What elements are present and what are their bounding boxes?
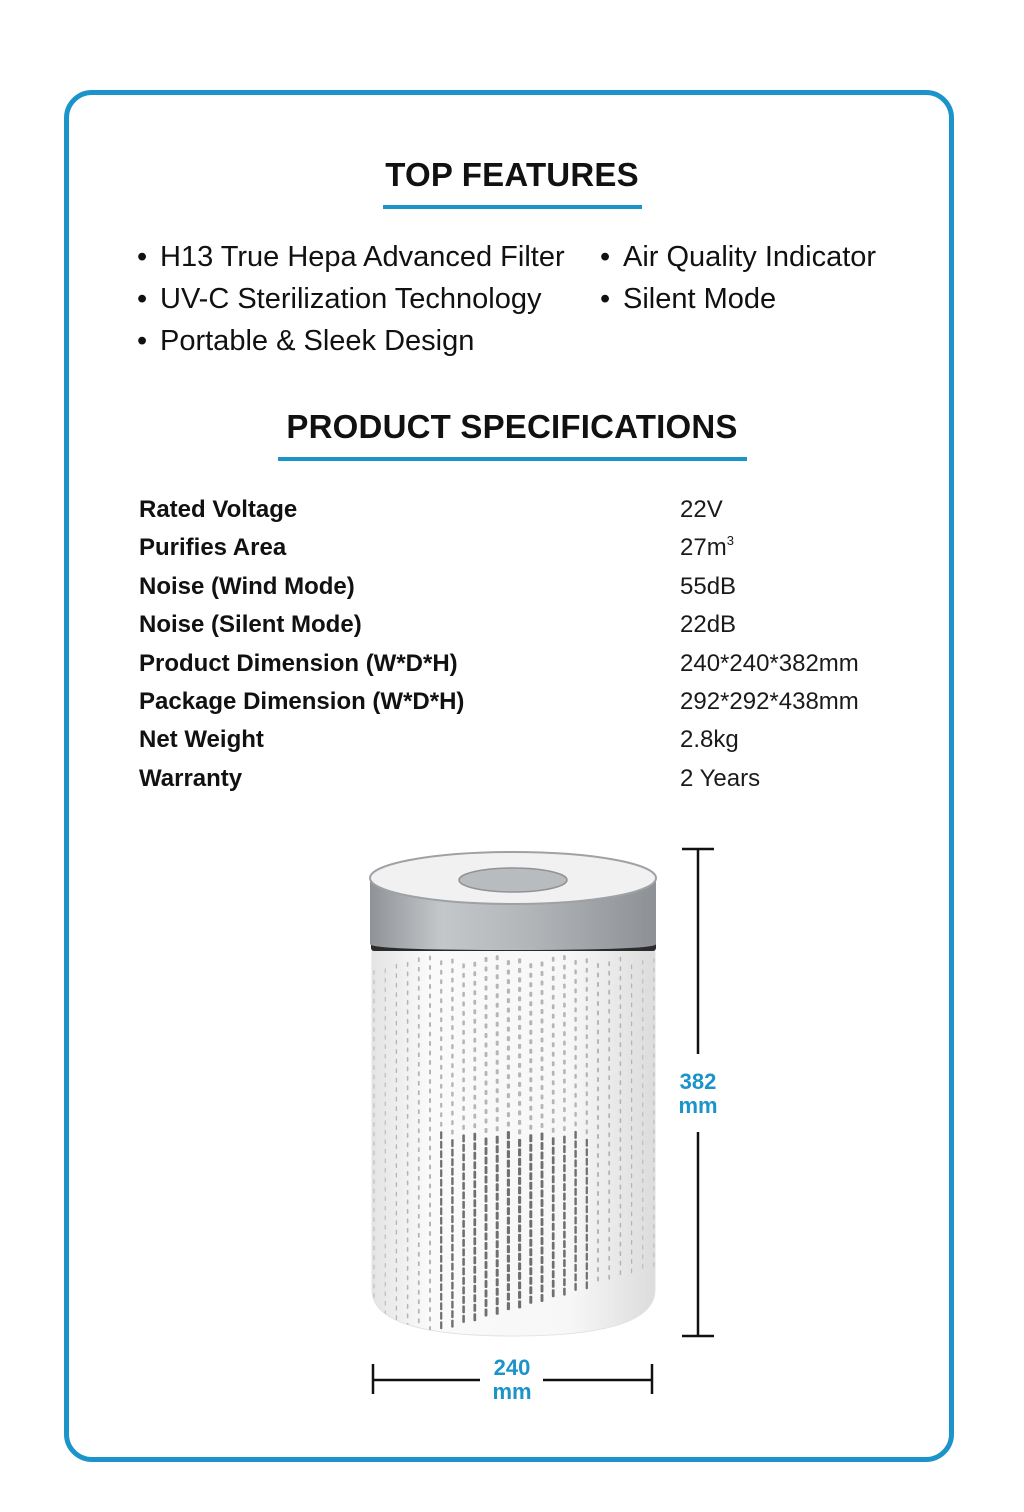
feature-item: • Air Quality Indicator [600, 236, 876, 278]
height-value: 382 [679, 1069, 717, 1094]
spec-value: 292*292*438mm [680, 687, 859, 715]
bullet-icon: • [600, 241, 611, 273]
spec-value: 22V [680, 496, 723, 523]
bullet-icon: • [137, 283, 148, 315]
feature-item: • Silent Mode [600, 278, 876, 320]
superscript: 3 [726, 533, 734, 549]
spec-value: 55dB [680, 572, 737, 600]
spec-label: Noise (Silent Mode) [139, 611, 362, 639]
spec-value: 22dB [680, 611, 737, 639]
width-value: 240 [493, 1355, 531, 1380]
spec-value: $27m^3$ [680, 533, 734, 562]
spec-label: Purifies Area [139, 534, 287, 562]
feature-item: • Portable & Sleek Design [137, 320, 565, 362]
bullet-icon: • [600, 283, 611, 315]
width-unit: mm [492, 1379, 532, 1404]
specifications-title: PRODUCT SPECIFICATIONS [286, 408, 738, 445]
feature-item: • UV-C Sterilization Technology [137, 278, 565, 320]
spec-label: Net Weight [139, 726, 264, 754]
spec-label: Package Dimension (W*D*H) [139, 687, 465, 715]
spec-label: Warranty [139, 764, 243, 792]
feature-item: • H13 True Hepa Advanced Filter [137, 236, 565, 278]
spec-value: 2.8kg [680, 726, 739, 754]
spec-value: 2 Years [680, 764, 761, 792]
width-dimension-label [482, 1356, 542, 1404]
bullet-icon: • [137, 325, 148, 357]
height-unit: mm [678, 1093, 718, 1118]
spec-value: 240*240*382mm [680, 649, 859, 677]
top-features-title: TOP FEATURES [385, 156, 639, 193]
height-dimension-label [668, 1070, 728, 1118]
bullet-icon: • [137, 241, 148, 273]
spec-label: Rated Voltage [139, 496, 298, 523]
spec-label: Noise (Wind Mode) [139, 572, 355, 600]
spec-label: Product Dimension (W*D*H) [139, 649, 458, 677]
